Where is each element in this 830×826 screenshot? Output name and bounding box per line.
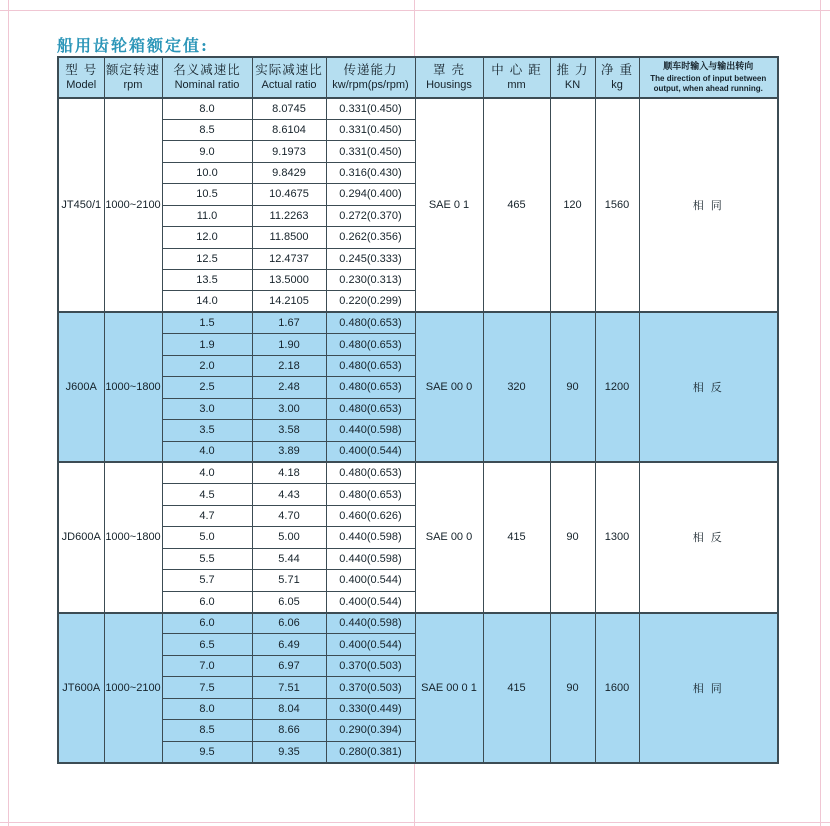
header-row xyxy=(58,57,778,98)
actual-ratio-cell: 6.97 xyxy=(252,655,326,676)
capacity-cell: 0.272(0.370) xyxy=(326,205,415,226)
nominal-ratio-cell: 8.0 xyxy=(162,98,252,119)
nominal-ratio-cell: 8.0 xyxy=(162,698,252,719)
header-direction-zh: 顺车时输入与输出转向 xyxy=(663,62,754,73)
thrust-cell: 90 xyxy=(550,462,595,612)
nominal-ratio-cell: 10.5 xyxy=(162,184,252,205)
housing-cell: SAE 00 0 xyxy=(415,312,483,462)
actual-ratio-cell: 8.66 xyxy=(252,720,326,741)
nominal-ratio-cell: 4.7 xyxy=(162,505,252,526)
nominal-ratio-cell: 11.0 xyxy=(162,205,252,226)
nominal-ratio-cell: 7.0 xyxy=(162,655,252,676)
page-title: 船用齿轮箱额定值: xyxy=(57,36,209,55)
guide-line-left xyxy=(8,0,9,826)
net-weight-cell: 1300 xyxy=(595,462,639,612)
header-capacity-en: kw/rpm(ps/rpm) xyxy=(332,79,409,92)
capacity-cell: 0.440(0.598) xyxy=(326,548,415,569)
guide-line-right xyxy=(820,0,821,826)
nominal-ratio-cell: 7.5 xyxy=(162,677,252,698)
header-direction xyxy=(639,57,778,98)
table-body xyxy=(58,98,778,763)
capacity-cell: 0.480(0.653) xyxy=(326,462,415,483)
nominal-ratio-cell: 4.0 xyxy=(162,441,252,462)
rated-speed-cell: 1000~1800 xyxy=(104,312,162,462)
actual-ratio-cell: 11.2263 xyxy=(252,205,326,226)
capacity-cell: 0.400(0.544) xyxy=(326,591,415,612)
nominal-ratio-cell: 4.5 xyxy=(162,484,252,505)
actual-ratio-cell: 5.71 xyxy=(252,570,326,591)
header-actual-ratio-zh: 实际减速比 xyxy=(255,62,323,78)
header-housings xyxy=(415,57,483,98)
header-actual-ratio xyxy=(252,57,326,98)
direction-cell: 相 同 xyxy=(639,98,778,312)
actual-ratio-cell: 7.51 xyxy=(252,677,326,698)
header-net-weight-zh: 净 重 xyxy=(601,62,633,78)
header-model-en: Model xyxy=(66,79,97,92)
capacity-cell: 0.331(0.450) xyxy=(326,119,415,140)
capacity-cell: 0.370(0.503) xyxy=(326,677,415,698)
capacity-cell: 0.245(0.333) xyxy=(326,248,415,269)
nominal-ratio-cell: 8.5 xyxy=(162,720,252,741)
capacity-cell: 0.480(0.653) xyxy=(326,355,415,376)
actual-ratio-cell: 8.6104 xyxy=(252,119,326,140)
nominal-ratio-cell: 10.0 xyxy=(162,162,252,183)
table-row xyxy=(58,312,778,333)
nominal-ratio-cell: 2.0 xyxy=(162,355,252,376)
model-cell: JT600A xyxy=(58,613,104,763)
housing-cell: SAE 00 0 xyxy=(415,462,483,612)
guide-line-bottom xyxy=(0,822,830,823)
net-weight-cell: 1560 xyxy=(595,98,639,312)
capacity-cell: 0.370(0.503) xyxy=(326,655,415,676)
nominal-ratio-cell: 3.5 xyxy=(162,420,252,441)
header-thrust-zh: 推 力 xyxy=(556,62,589,78)
capacity-cell: 0.330(0.449) xyxy=(326,698,415,719)
capacity-cell: 0.400(0.544) xyxy=(326,634,415,655)
nominal-ratio-cell: 3.0 xyxy=(162,398,252,419)
thrust-cell: 90 xyxy=(550,613,595,763)
capacity-cell: 0.280(0.381) xyxy=(326,741,415,762)
capacity-cell: 0.440(0.598) xyxy=(326,527,415,548)
actual-ratio-cell: 1.90 xyxy=(252,334,326,355)
header-thrust-en: KN xyxy=(564,79,581,92)
net-weight-cell: 1200 xyxy=(595,312,639,462)
actual-ratio-cell: 6.05 xyxy=(252,591,326,612)
rated-speed-cell: 1000~2100 xyxy=(104,613,162,763)
ratings-sheet xyxy=(57,56,779,764)
capacity-cell: 0.480(0.653) xyxy=(326,398,415,419)
header-capacity xyxy=(326,57,415,98)
nominal-ratio-cell: 9.0 xyxy=(162,141,252,162)
capacity-cell: 0.262(0.356) xyxy=(326,227,415,248)
actual-ratio-cell: 10.4675 xyxy=(252,184,326,205)
housing-cell: SAE 00 0 1 xyxy=(415,613,483,763)
capacity-cell: 0.400(0.544) xyxy=(326,441,415,462)
capacity-cell: 0.220(0.299) xyxy=(326,291,415,312)
actual-ratio-cell: 6.06 xyxy=(252,613,326,634)
header-net-weight-en: kg xyxy=(611,79,623,92)
actual-ratio-cell: 6.49 xyxy=(252,634,326,655)
rated-speed-cell: 1000~1800 xyxy=(104,462,162,612)
header-rated-speed-en: rpm xyxy=(123,79,143,92)
nominal-ratio-cell: 2.5 xyxy=(162,377,252,398)
capacity-cell: 0.331(0.450) xyxy=(326,141,415,162)
actual-ratio-cell: 3.00 xyxy=(252,398,326,419)
header-capacity-zh: 传递能力 xyxy=(343,62,398,78)
header-center-distance-zh: 中 心 距 xyxy=(491,62,542,78)
header-nominal-ratio xyxy=(162,57,252,98)
actual-ratio-cell: 3.58 xyxy=(252,420,326,441)
capacity-cell: 0.290(0.394) xyxy=(326,720,415,741)
housing-cell: SAE 0 1 xyxy=(415,98,483,312)
nominal-ratio-cell: 1.5 xyxy=(162,312,252,333)
nominal-ratio-cell: 12.5 xyxy=(162,248,252,269)
capacity-cell: 0.294(0.400) xyxy=(326,184,415,205)
actual-ratio-cell: 1.67 xyxy=(252,312,326,333)
actual-ratio-cell: 12.4737 xyxy=(252,248,326,269)
actual-ratio-cell: 5.00 xyxy=(252,527,326,548)
model-cell: J600A xyxy=(58,312,104,462)
center-distance-cell: 415 xyxy=(483,462,550,612)
header-center-distance-en: mm xyxy=(507,79,526,92)
header-model-zh: 型 号 xyxy=(65,62,98,78)
actual-ratio-cell: 11.8500 xyxy=(252,227,326,248)
capacity-cell: 0.230(0.313) xyxy=(326,270,415,291)
header-thrust xyxy=(550,57,595,98)
capacity-cell: 0.400(0.544) xyxy=(326,570,415,591)
actual-ratio-cell: 14.2105 xyxy=(252,291,326,312)
actual-ratio-cell: 2.18 xyxy=(252,355,326,376)
direction-cell: 相 同 xyxy=(639,613,778,763)
capacity-cell: 0.480(0.653) xyxy=(326,484,415,505)
center-distance-cell: 415 xyxy=(483,613,550,763)
nominal-ratio-cell: 13.5 xyxy=(162,270,252,291)
header-nominal-ratio-en: Nominal ratio xyxy=(174,79,240,92)
actual-ratio-cell: 4.18 xyxy=(252,462,326,483)
actual-ratio-cell: 9.1973 xyxy=(252,141,326,162)
capacity-cell: 0.440(0.598) xyxy=(326,613,415,634)
rated-speed-cell: 1000~2100 xyxy=(104,98,162,312)
nominal-ratio-cell: 6.0 xyxy=(162,613,252,634)
capacity-cell: 0.480(0.653) xyxy=(326,312,415,333)
capacity-cell: 0.460(0.626) xyxy=(326,505,415,526)
capacity-cell: 0.480(0.653) xyxy=(326,377,415,398)
thrust-cell: 90 xyxy=(550,312,595,462)
capacity-cell: 0.440(0.598) xyxy=(326,420,415,441)
header-housings-en: Housings xyxy=(426,79,472,92)
guide-line-top xyxy=(0,10,830,11)
actual-ratio-cell: 9.35 xyxy=(252,741,326,762)
actual-ratio-cell: 4.70 xyxy=(252,505,326,526)
header-housings-zh: 罩 壳 xyxy=(433,62,465,78)
actual-ratio-cell: 8.0745 xyxy=(252,98,326,119)
gearbox-rating-table xyxy=(57,56,779,764)
header-actual-ratio-en: Actual ratio xyxy=(261,79,317,92)
nominal-ratio-cell: 9.5 xyxy=(162,741,252,762)
center-distance-cell: 320 xyxy=(483,312,550,462)
actual-ratio-cell: 4.43 xyxy=(252,484,326,505)
nominal-ratio-cell: 5.0 xyxy=(162,527,252,548)
nominal-ratio-cell: 14.0 xyxy=(162,291,252,312)
center-distance-cell: 465 xyxy=(483,98,550,312)
nominal-ratio-cell: 8.5 xyxy=(162,119,252,140)
capacity-cell: 0.331(0.450) xyxy=(326,98,415,119)
thrust-cell: 120 xyxy=(550,98,595,312)
nominal-ratio-cell: 12.0 xyxy=(162,227,252,248)
actual-ratio-cell: 9.8429 xyxy=(252,162,326,183)
header-nominal-ratio-zh: 名义减速比 xyxy=(173,62,241,78)
nominal-ratio-cell: 4.0 xyxy=(162,462,252,483)
actual-ratio-cell: 2.48 xyxy=(252,377,326,398)
header-model xyxy=(58,57,104,98)
net-weight-cell: 1600 xyxy=(595,613,639,763)
table-row xyxy=(58,613,778,634)
actual-ratio-cell: 5.44 xyxy=(252,548,326,569)
header-net-weight xyxy=(595,57,639,98)
actual-ratio-cell: 8.04 xyxy=(252,698,326,719)
header-rated-speed xyxy=(104,57,162,98)
model-cell: JT450/1 xyxy=(58,98,104,312)
capacity-cell: 0.316(0.430) xyxy=(326,162,415,183)
table-row xyxy=(58,98,778,119)
actual-ratio-cell: 13.5000 xyxy=(252,270,326,291)
nominal-ratio-cell: 5.5 xyxy=(162,548,252,569)
header-center-distance xyxy=(483,57,550,98)
header-rated-speed-zh: 额定转速 xyxy=(105,62,160,78)
actual-ratio-cell: 3.89 xyxy=(252,441,326,462)
direction-cell: 相 反 xyxy=(639,312,778,462)
nominal-ratio-cell: 1.9 xyxy=(162,334,252,355)
direction-cell: 相 反 xyxy=(639,462,778,612)
model-cell: JD600A xyxy=(58,462,104,612)
table-row xyxy=(58,462,778,483)
nominal-ratio-cell: 6.5 xyxy=(162,634,252,655)
nominal-ratio-cell: 6.0 xyxy=(162,591,252,612)
nominal-ratio-cell: 5.7 xyxy=(162,570,252,591)
capacity-cell: 0.480(0.653) xyxy=(326,334,415,355)
header-direction-en: The direction of input between output, when ahead running. xyxy=(650,73,767,93)
